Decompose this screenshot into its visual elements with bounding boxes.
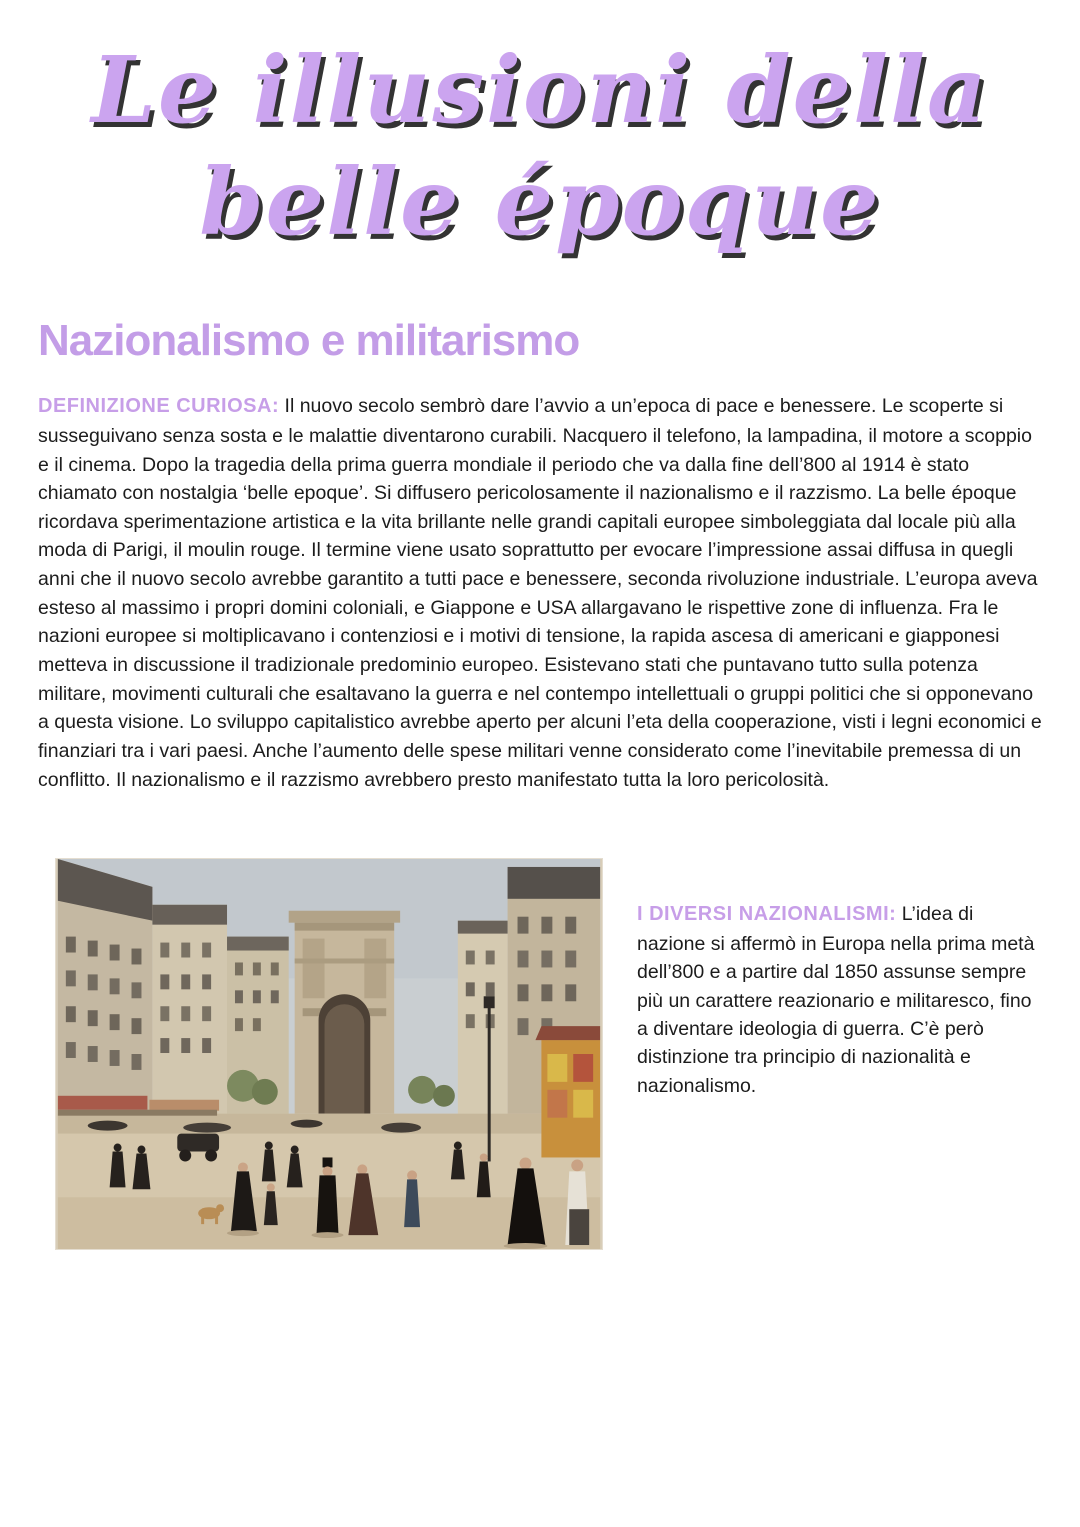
section-heading: Nazionalismo e militarismo	[38, 316, 580, 366]
page-title-line1: Le illusioni della	[91, 36, 989, 144]
definizione-curiosa-text: Il nuovo secolo sembrò dare l’avvio a un’epoca di pace e benessere. Le scoperte si susseguivano senza sosta e le malattie diventarono curabili. Nacquero il telefono, la lampadina, il motore a scoppio e il cinema. Dopo la tragedia della prima guerra mondiale il periodo che va dalla fine dell’800 al 1914 è stato chiamato con nostalgia ‘belle epoque’. Si diffusero pericolosamente il nazionalismo e il razzismo. La belle époque ricordava sperimentazione artistica e la vita brillante nelle grandi capitali europee simboleggiata dal locale più alla moda di Parigi, il moulin rouge. Il termine viene usato soprattutto per evocare l’impressione assai diffusa in quegli anni che il nuovo secolo avrebbe garantito a tutti pace e benessere, seconda rivoluzione industriale. L’europa aveva esteso al massimo i propri domini coloniali, e Giappone e USA allargavano le rispettive zone di influenza. Fra le nazioni europee si moltiplicavano i contenziosi e i motivi di tensione, la rapida ascesa di americani e giapponesi metteva in discussione il tradizionale predominio europeo. Esistevano stati che puntavano tutto sulla potenza militare, movimenti culturali che esaltavano la guerra e nel contempo intellettuali o gruppi politici che si opponevano a questa visione. Lo sviluppo capitalistico avrebbe aperto per alcuni l’eta della cooperazione, visti i legni economici e finanziari tra i vari paesi. Anche l’aumento delle spese militari venne considerato come l’inevitabile premessa di un conflitto. Il nazionalismo e il razzismo avrebbero presto manifestato tutta la loro pericolosità.	[38, 395, 1042, 791]
page-title-line2: belle époque	[199, 148, 881, 257]
paragraph-nazionalismi	[637, 858, 1040, 1100]
painting-illustration	[56, 859, 602, 1249]
bottom-section	[0, 858, 1080, 1250]
diversi-nazionalismi-label: I DIVERSI NAZIONALISMI:	[637, 903, 897, 926]
diversi-nazionalismi-text: L’idea di nazione si affermò in Europa nella prima metà dell’800 e a partire dal 1850 assunse sempre più un carattere reazionario e militaresco, fino a diventare ideologia di guerra. C’è però distinzione tra principio di nazionalità e nazionalismo.	[637, 903, 1035, 1097]
paragraph-definizione	[38, 392, 1042, 794]
definizione-curiosa-label: DEFINIZIONE CURIOSA:	[38, 395, 280, 418]
page-title	[0, 0, 1080, 258]
painting-paris-street	[55, 858, 603, 1250]
